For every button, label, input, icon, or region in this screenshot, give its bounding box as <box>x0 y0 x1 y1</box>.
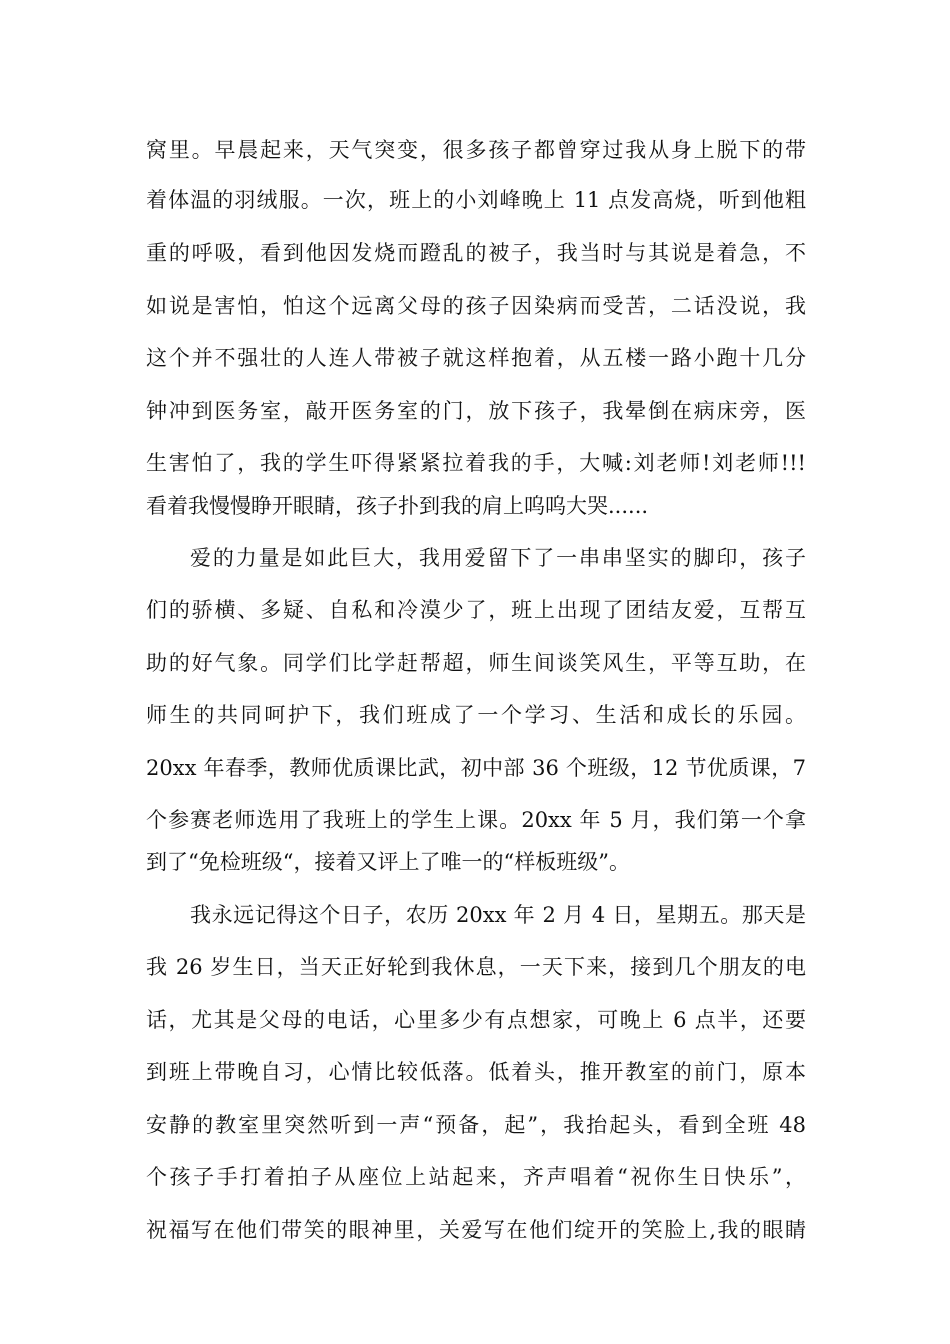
text-line: 这个并不强壮的人连人带被子就这样抱着，从五楼一路小跑十几分 <box>146 346 806 370</box>
text-line: 助的好气象。同学们比学赶帮超，师生间谈笑风生，平等互助，在 <box>146 651 806 675</box>
text-line: 到班上带晚自习，心情比较低落。低着头，推开教室的前门，原本 <box>146 1060 806 1084</box>
text-line: 我 26 岁生日，当天正好轮到我休息，一天下来，接到几个朋友的电 <box>146 955 806 979</box>
text-line: 个孩子手打着拍子从座位上站起来，齐声唱着“祝你生日快乐”， <box>146 1165 806 1189</box>
text-line: 祝福写在他们带笑的眼神里，关爱写在他们绽开的笑脸上,我的眼睛 <box>146 1218 806 1242</box>
text-line: 钟冲到医务室，敲开医务室的门，放下孩子，我晕倒在病床旁，医 <box>146 399 806 423</box>
text-line: 安静的教室里突然听到一声“预备，起”，我抬起头，看到全班 48 <box>146 1113 806 1137</box>
text-line: 我永远记得这个日子，农历 20xx 年 2 月 4 日，星期五。那天是 <box>190 903 806 927</box>
text-line: 着体温的羽绒服。一次，班上的小刘峰晚上 11 点发高烧，听到他粗 <box>146 188 806 212</box>
text-line: 们的骄横、多疑、自私和冷漠少了，班上出现了团结友爱，互帮互 <box>146 598 806 622</box>
text-line: 20xx 年春季，教师优质课比武，初中部 36 个班级，12 节优质课，7 <box>146 756 806 780</box>
text-line: 生害怕了，我的学生吓得紧紧拉着我的手，大喊:刘老师!刘老师!!! <box>146 451 806 475</box>
text-line: 重的呼吸，看到他因发烧而蹬乱的被子，我当时与其说是着急，不 <box>146 241 806 265</box>
text-line: 如说是害怕，怕这个远离父母的孩子因染病而受苦，二话没说，我 <box>146 294 806 318</box>
text-line: 到了“免检班级“，接着又评上了唯一的“样板班级”。 <box>146 850 630 874</box>
text-line: 窝里。早晨起来，天气突变，很多孩子都曾穿过我从身上脱下的带 <box>146 138 806 162</box>
text-line: 师生的共同呵护下，我们班成了一个学习、生活和成长的乐园。 <box>146 703 806 727</box>
text-line: 看着我慢慢睁开眼睛，孩子扑到我的肩上呜呜大哭...... <box>146 494 649 518</box>
text-line: 话，尤其是父母的电话，心里多少有点想家，可晚上 6 点半，还要 <box>146 1008 806 1032</box>
text-line: 爱的力量是如此巨大，我用爱留下了一串串坚实的脚印，孩子 <box>190 546 806 570</box>
text-line: 个参赛老师选用了我班上的学生上课。20xx 年 5 月，我们第一个拿 <box>146 808 806 832</box>
